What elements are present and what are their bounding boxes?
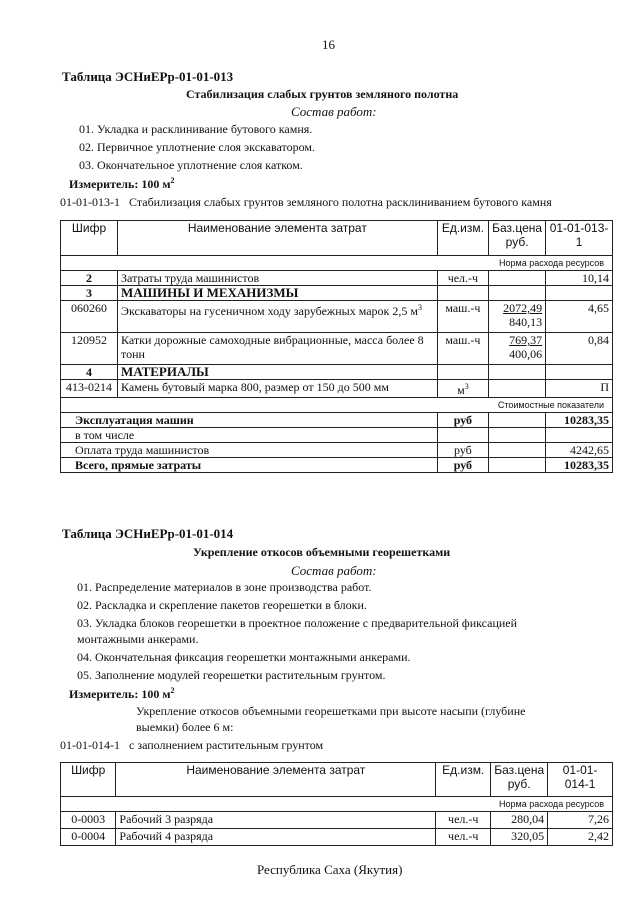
- table-row: 413-0214 Камень бутовый марка 800, размер от 150 до 500 мм $м^3$ П: [61, 380, 613, 398]
- table1-works-heading: Состав работ:: [291, 104, 377, 119]
- header-code: 01-01-013-1: [546, 221, 613, 256]
- table1-code-desc: Стабилизация слабых грунтов земляного полотна расклиниванием бутового камня: [129, 195, 552, 209]
- table1-code: 01-01-013-1: [60, 195, 120, 209]
- table1: [60, 220, 613, 473]
- page-number: 16: [322, 37, 335, 52]
- header-cipher: Шифр: [61, 763, 116, 797]
- section-row: 3 МАШИНЫ И МЕХАНИЗМЫ: [61, 286, 613, 301]
- table-row: 0-0004 Рабочий 4 разряда чел.-ч 320,05 2,42: [61, 829, 613, 846]
- header-price: Баз.цена руб.: [491, 763, 548, 797]
- table-row: в том числе: [61, 428, 613, 443]
- header-price: Баз.цена руб.: [489, 221, 546, 256]
- table2-work-5: 05. Заполнение модулей георешетки растительным грунтом.: [77, 668, 386, 682]
- header-name: Наименование элемента затрат: [118, 221, 438, 256]
- table1-title: Таблица ЭСНиЕРр-01-01-013: [62, 69, 234, 84]
- table-row: 0-0003 Рабочий 3 разряда чел.-ч 280,04 7,26: [61, 812, 613, 829]
- table1-work-2: 02. Первичное уплотнение слоя экскаватором.: [79, 140, 315, 154]
- norm-label: Норма расхода ресурсов: [61, 256, 613, 271]
- header-unit: Ед.изм.: [437, 221, 489, 256]
- section-row: 4 МАТЕРИАЛЫ: [61, 365, 613, 380]
- table2-desc-1: Укрепление откосов объемными георешетками при высоте насыпи (глубине: [136, 704, 526, 718]
- header-unit: Ед.изм.: [436, 763, 491, 797]
- header-name: Наименование элемента затрат: [116, 763, 436, 797]
- table2-work-4: 04. Окончательная фиксация георешетки монтажными анкерами.: [77, 650, 411, 664]
- table2-work-1: 01. Распределение материалов в зоне производства работ.: [77, 580, 372, 594]
- table2-code: 01-01-014-1: [60, 738, 120, 752]
- table-row: Эксплуатация машин руб 10283,35: [61, 413, 613, 428]
- page-footer: Республика Саха (Якутия): [257, 862, 403, 877]
- table2-work-2: 02. Раскладка и скрепление пакетов георешетки в блоки.: [77, 598, 367, 612]
- cost-label: Стоимостные показатели: [61, 398, 613, 413]
- table2-desc-2: выемки) более 6 м:: [136, 720, 234, 734]
- table1-subtitle: Стабилизация слабых грунтов земляного полотна: [186, 87, 459, 101]
- table2-works-heading: Состав работ:: [291, 563, 377, 578]
- table2-subtitle: Укрепление откосов объемными георешетками: [193, 545, 451, 559]
- table1-meter: Измеритель: 100 $м^2$: [69, 176, 175, 191]
- header-code: 01-01-014-1: [548, 763, 613, 797]
- table1-work-1: 01. Укладка и расклинивание бутового камня.: [79, 122, 313, 136]
- table2: [60, 762, 613, 846]
- norm-label: Норма расхода ресурсов: [61, 797, 613, 812]
- table2-work-3: 03. Укладка блоков георешетки в проектное положение с предварительной фиксацией: [77, 616, 518, 630]
- table1-code-line: [60, 195, 552, 210]
- table2-code-line: [60, 738, 323, 753]
- table1-work-3: 03. Окончательное уплотнение слоя катком.: [79, 158, 303, 172]
- table-row: Всего, прямые затраты руб 10283,35: [61, 458, 613, 473]
- table-row: 2 Затраты труда машинистов чел.-ч 10,14: [61, 271, 613, 286]
- table2-title: Таблица ЭСНиЕРр-01-01-014: [62, 526, 234, 541]
- table2-work-3-cont: монтажными анкерами.: [77, 632, 199, 646]
- table-row: 060260 Экскаваторы на гусеничном ходу зарубежных марок 2,5 $м^3$ маш.-ч 2072,49 840,13 4,65: [61, 301, 613, 333]
- header-cipher: Шифр: [61, 221, 118, 256]
- table-row: 120952 Катки дорожные самоходные вибрационные, масса более 8 тонн маш.-ч 769,37 400,06 0,84: [61, 333, 613, 365]
- table2-meter: Измеритель: 100 $м^2$: [69, 686, 175, 701]
- table-row: Оплата труда машинистов руб 4242,65: [61, 443, 613, 458]
- table2-code-desc: с заполнением растительным грунтом: [129, 738, 324, 752]
